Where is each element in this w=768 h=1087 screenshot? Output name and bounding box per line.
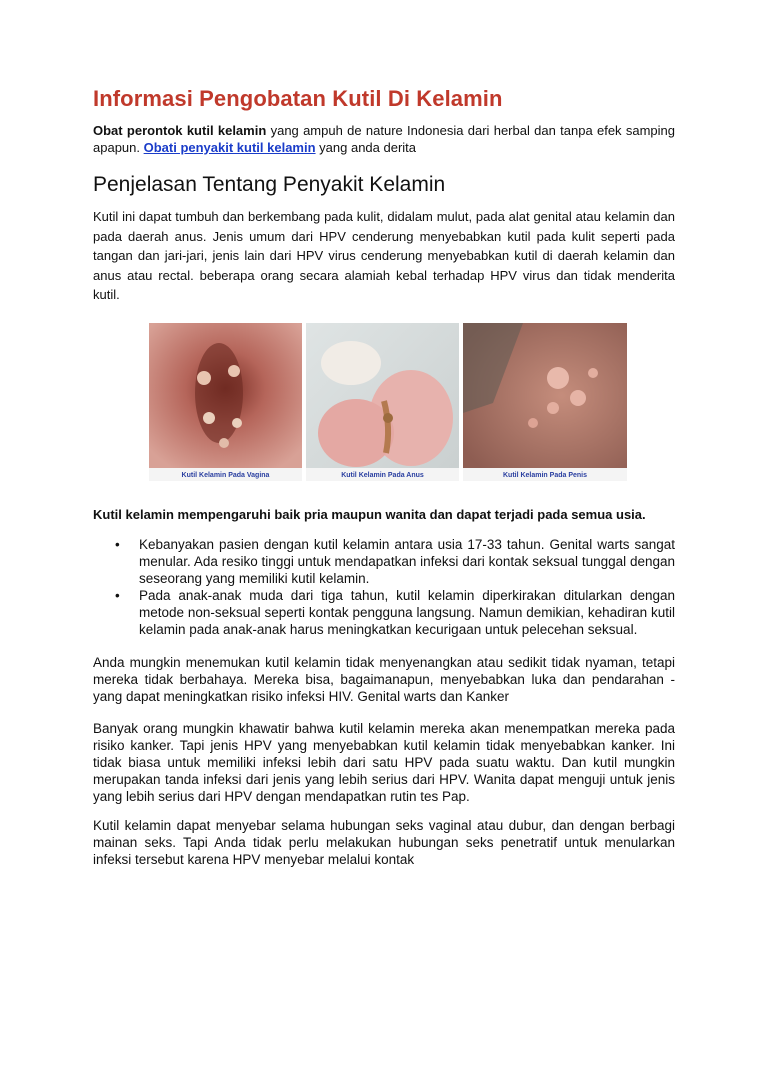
- bullet-text: Kebanyakan pasien dengan kutil kelamin antara usia 17-33 tahun. Genital warts sangat menular. Ada resiko tinggi untuk mendapatkan infeksi dari kontak seksual tunggal dengan seseorang yang memiliki kutil kelamin.: [139, 536, 675, 586]
- page-title: Informasi Pengobatan Kutil Di Kelamin: [93, 86, 503, 111]
- paragraph-1: Kutil ini dapat tumbuh dan berkembang pada kulit, didalam mulut, pada alat genital atau kelamin dan pada daerah anus. Jenis umum dari HPV cenderung menyebabkan kutil pada kulit seperti pada tangan dan jari-jari, jenis lain dari HPV virus cenderung menyebabkan kutil di daerah kelamin dan anus atau rectal. beberapa orang secara alamiah kebal terhadap HPV virus dan tidak menderita kutil.: [93, 209, 675, 302]
- list-item: [115, 587, 675, 638]
- paragraph-3: Banyak orang mungkin khawatir bahwa kutil kelamin mereka akan menempatkan mereka pada risiko kanker. Tapi jenis HPV yang menyebabkan kutil kelamin tidak menyebabkan kanker. Ini tidak biasa untuk memiliki infeksi lebih dari satu HPV pada suatu waktu. Dan kutil mungkin merupakan tanda infeksi dari jenis yang lebih serius dari HPV. Wanita dapat menguji untuk jenis yang lebih serius dari HPV dengan mendapatkan rutin tes Pap.: [93, 720, 675, 804]
- intro-text-2: yang anda derita: [315, 140, 417, 155]
- intro-link[interactable]: Obati penyakit kutil kelamin: [143, 140, 316, 155]
- intro-bold-text: Obat perontok kutil kelamin: [93, 123, 267, 138]
- photo-anus-image: [306, 323, 459, 481]
- photo-vagina: [149, 323, 302, 481]
- paragraph-2: Anda mungkin menemukan kutil kelamin tidak menyenangkan atau sedikit tidak nyaman, tetapi mereka tidak berbahaya. Mereka bisa, bagaimanapun, menyebabkan luka dan pendarahan - yang dapat meningkatkan risiko infeksi HIV. Genital warts dan Kanker: [93, 654, 675, 704]
- paragraph-4: Kutil kelamin dapat menyebar selama hubungan seks vaginal atau dubur, dan dengan berbagi mainan seks. Tapi Anda tidak perlu melakukan hubungan seks penetratif untuk menularkan infeksi tersebut karena HPV menyebar melalui kontak: [93, 817, 675, 867]
- bullet-icon: •: [115, 587, 120, 603]
- photo-vagina-image: [149, 323, 302, 481]
- photo-anus: [306, 323, 459, 481]
- document-content: [93, 86, 675, 868]
- intro-paragraph: [93, 122, 675, 156]
- list-item: [115, 536, 675, 587]
- bullet-icon: •: [115, 536, 120, 552]
- intro-text-1: yang ampuh de nature Indonesia dari herbal dan tanpa efek samping apapun.: [93, 123, 675, 155]
- photo-penis-caption: Kutil Kelamin Pada Penis: [502, 471, 588, 479]
- image-strip: [149, 323, 627, 481]
- photo-penis-image: [463, 323, 627, 481]
- photo-vagina-caption: Kutil Kelamin Pada Vagina: [181, 471, 270, 479]
- bold-statement: Kutil kelamin mempengaruhi baik pria maupun wanita dan dapat terjadi pada semua usia.: [93, 506, 646, 522]
- bullet-list: [93, 536, 675, 638]
- bullet-text: Pada anak-anak muda dari tiga tahun, kutil kelamin diperkirakan ditularkan dengan metode non-seksual seperti kontak pengguna langsung. Namun demikian, kehadiran kutil kelamin pada anak-anak harus meningkatkan kecurigaan untuk pelecehan seksual.: [139, 587, 675, 637]
- section-heading: Penjelasan Tentang Penyakit Kelamin: [93, 173, 446, 196]
- photo-anus-caption: Kutil Kelamin Pada Anus: [341, 471, 424, 479]
- photo-penis: [463, 323, 627, 481]
